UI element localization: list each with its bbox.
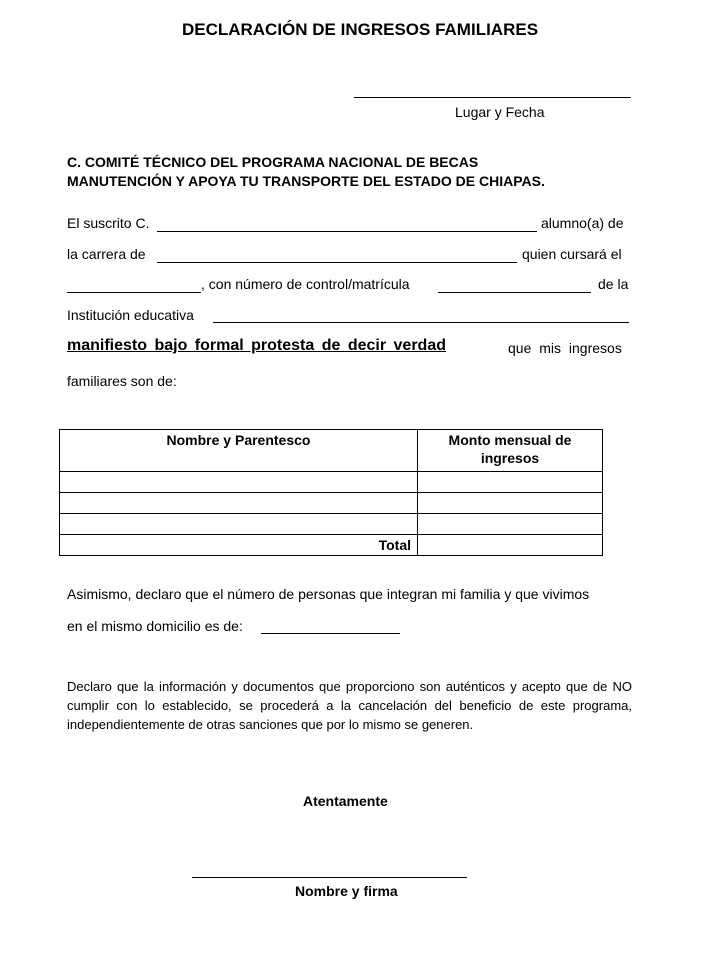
name-cell[interactable] — [60, 514, 418, 535]
total-row — [60, 535, 603, 556]
control-number-label: , con número de control/matrícula — [201, 276, 410, 292]
table-row — [60, 472, 603, 493]
total-label: Total — [60, 535, 418, 556]
place-date-label: Lugar y Fecha — [455, 104, 545, 120]
disclaimer: Declaro que la información y documentos que proporciono son auténticos y acepto que de NO cumplir con lo establecido, se procederá a la cancelación del beneficio de este programa, independientemente de otras sanciones que por lo mismo se generen. — [67, 679, 632, 732]
student-label: alumno(a) de — [541, 215, 624, 231]
name-cell[interactable] — [60, 472, 418, 493]
protest-statement: manifiesto bajo formal protesta de decir verdad — [67, 337, 446, 354]
signature-line[interactable] — [192, 877, 467, 878]
will-study-label: quien cursará el — [522, 246, 622, 262]
semester-field[interactable] — [67, 292, 201, 293]
income-table — [59, 429, 603, 556]
place-date-line[interactable] — [354, 97, 631, 98]
closing: Atentamente — [303, 793, 388, 809]
col-name-header: Nombre y Parentesco — [60, 430, 418, 472]
undersigned-name-field[interactable] — [157, 231, 537, 232]
table-row — [60, 514, 603, 535]
undersigned-label: El suscrito C. — [67, 215, 150, 231]
table-row — [60, 493, 603, 514]
household-line-1: Asimismo, declaro que el número de personas que integran mi familia y que vivimos — [67, 586, 590, 602]
col-amount-header: Monto mensual de ingresos — [418, 430, 603, 472]
income-intro: que mis ingresos — [508, 340, 622, 356]
amount-cell[interactable] — [418, 514, 603, 535]
income-intro-cont: familiares son de: — [67, 373, 177, 389]
household-line-2: en el mismo domicilio es de: — [67, 618, 243, 634]
institution-label: Institución educativa — [67, 307, 194, 323]
income-table-header — [60, 430, 603, 472]
total-value-cell[interactable] — [418, 535, 603, 556]
institution-field[interactable] — [213, 322, 629, 323]
of-the-label: de la — [598, 276, 629, 292]
addressee — [67, 153, 545, 191]
addressee-line-2: MANUTENCIÓN Y APOYA TU TRANSPORTE DEL ESTADO DE CHIAPAS. — [67, 173, 545, 189]
control-number-field[interactable] — [438, 292, 591, 293]
household-count-field[interactable] — [261, 633, 400, 634]
amount-cell[interactable] — [418, 472, 603, 493]
signature-label: Nombre y firma — [295, 883, 398, 899]
amount-cell[interactable] — [418, 493, 603, 514]
document-title: DECLARACIÓN DE INGRESOS FAMILIARES — [181, 20, 539, 39]
career-field[interactable] — [157, 262, 517, 263]
name-cell[interactable] — [60, 493, 418, 514]
addressee-line-1: C. COMITÉ TÉCNICO DEL PROGRAMA NACIONAL DE BECAS — [67, 154, 479, 170]
career-label: la carrera de — [67, 246, 146, 262]
